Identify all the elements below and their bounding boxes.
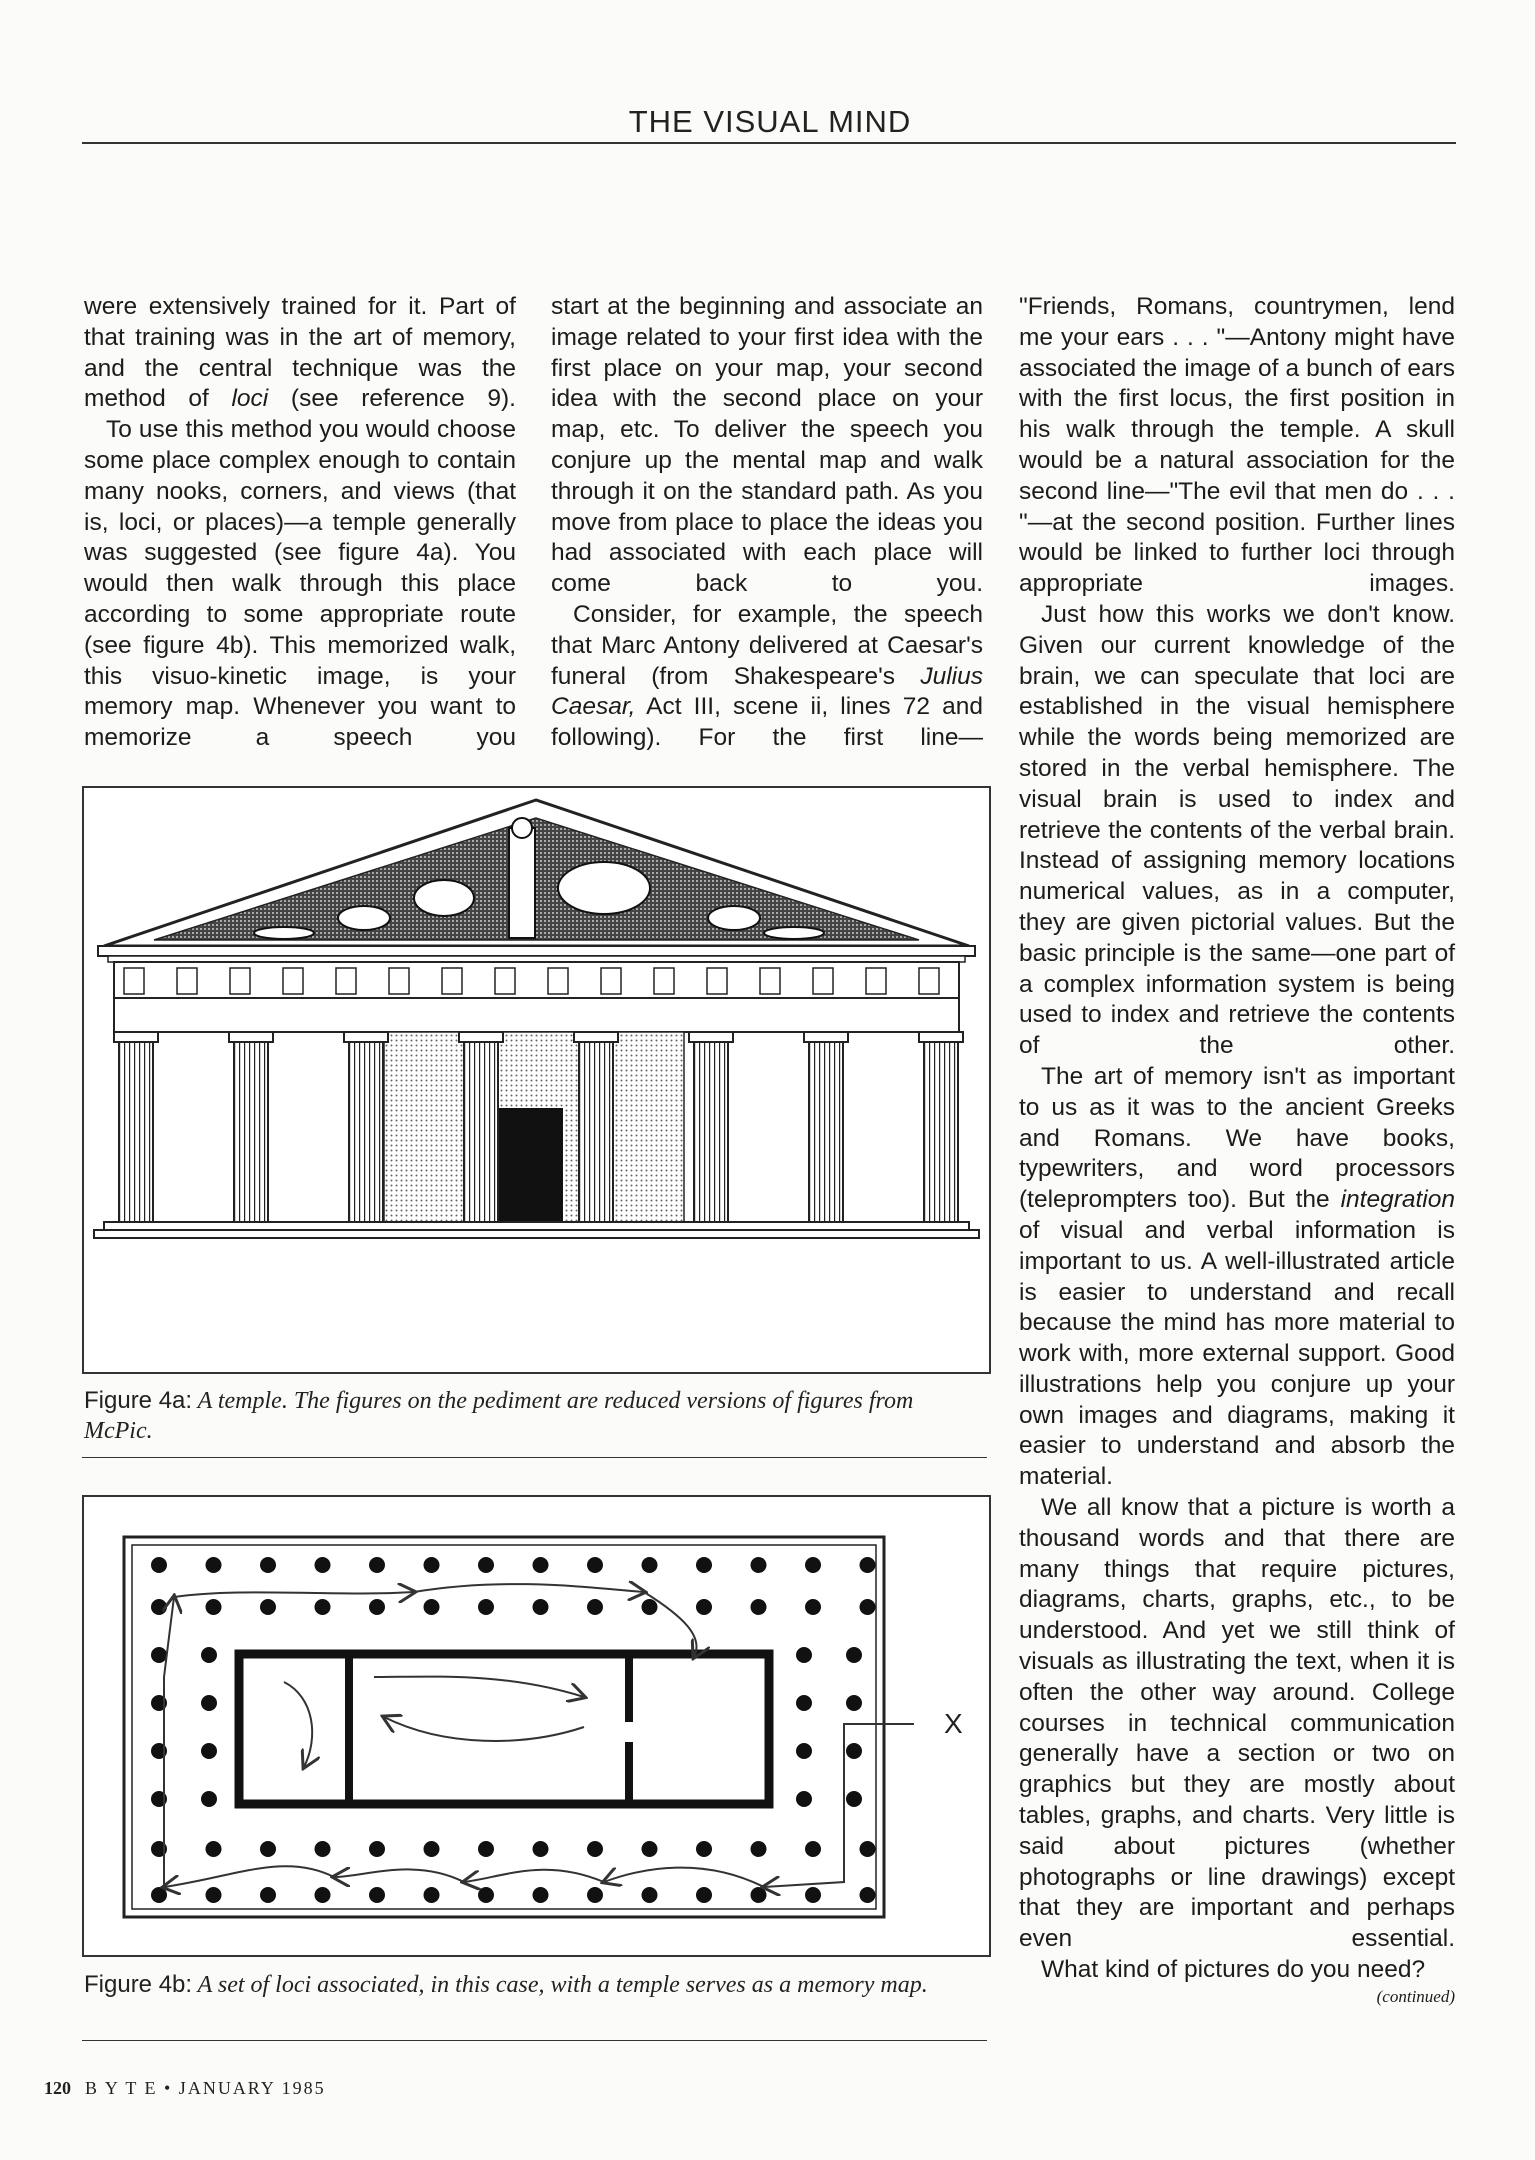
running-header-title: THE VISUAL MIND	[628, 104, 912, 139]
column-dot	[846, 1743, 862, 1759]
column-dot	[424, 1887, 440, 1903]
column-dot	[315, 1841, 331, 1857]
column-dot	[260, 1841, 276, 1857]
text-column-2	[551, 292, 983, 754]
triglyph	[813, 968, 833, 994]
column-dot	[424, 1557, 440, 1573]
column-dot	[369, 1557, 385, 1573]
temple-column	[459, 1032, 503, 1222]
header-rule	[82, 142, 1456, 144]
column-dot	[151, 1887, 167, 1903]
triglyph	[389, 968, 409, 994]
column-dot	[696, 1599, 712, 1615]
column-dot	[642, 1599, 658, 1615]
column-dot	[260, 1557, 276, 1573]
memory-map-diagram	[84, 1497, 989, 1955]
column-dot	[260, 1599, 276, 1615]
temple-column	[919, 1032, 963, 1222]
column-dot	[642, 1557, 658, 1573]
column-dot	[201, 1647, 217, 1663]
column-dot	[151, 1557, 167, 1573]
figure-4a-rule	[82, 1457, 987, 1458]
column-dot	[478, 1599, 494, 1615]
column-dot	[642, 1887, 658, 1903]
column-dot	[478, 1887, 494, 1903]
text-column-1	[84, 292, 516, 754]
column-dot	[369, 1841, 385, 1857]
triglyph	[495, 968, 515, 994]
col3-paragraph-3: The art of memory isn't as important to us as it was to the ancient Greeks and Romans. We have books, typewriters, and word processors (teleprompters too). But the integration of visual and verbal information is important to us. A well-illustrated article is easier to understand and recall because the mind has more material to work with, more external support. Good illustrations help you conjure up your own images and diagrams, making it easier to understand and absorb the material.	[1019, 1062, 1455, 1491]
column-dot	[206, 1599, 222, 1615]
column-dot	[805, 1841, 821, 1857]
triglyph	[442, 968, 462, 994]
temple-column	[689, 1032, 733, 1222]
column-dot	[796, 1647, 812, 1663]
column-dot	[751, 1599, 767, 1615]
triglyph	[707, 968, 727, 994]
column-dot	[201, 1743, 217, 1759]
column-dot	[751, 1557, 767, 1573]
col1-paragraph-2: To use this method you would choose some place complex enough to contain many nooks, corners, and views (that is, loci, or places)—a temple generally was suggested (see figure 4a). You would then walk through this place according to some appropriate route (see figure 4b). This memorized walk, this visuo-kinetic image, is your memory map. Whenever you want to memorize a speech you	[84, 416, 516, 752]
temple-column	[804, 1032, 848, 1222]
triglyph	[601, 968, 621, 994]
triglyph	[283, 968, 303, 994]
figure-4b-caption: Figure 4b: A set of loci associated, in this case, with a temple serves as a memory map.	[84, 1971, 928, 1998]
figure-4b-rule	[82, 2040, 987, 2041]
column-dot	[696, 1841, 712, 1857]
column-dot	[860, 1557, 876, 1573]
column-dot	[846, 1695, 862, 1711]
temple-column	[229, 1032, 273, 1222]
column-dot	[533, 1557, 549, 1573]
text-column-3	[1019, 292, 1455, 2008]
column-dot	[696, 1887, 712, 1903]
column-dot	[587, 1887, 603, 1903]
triglyph	[760, 968, 780, 994]
column-dot	[201, 1695, 217, 1711]
column-dot	[751, 1887, 767, 1903]
col2-paragraph-2: Consider, for example, the speech that Marc Antony delivered at Caesar's funeral (from Shakespeare's Julius Caesar, Act III, scene ii, lines 72 and following). For the first line—	[551, 600, 983, 752]
triglyph	[919, 968, 939, 994]
column-dot	[860, 1599, 876, 1615]
column-dot	[587, 1841, 603, 1857]
column-dot	[206, 1557, 222, 1573]
column-dot	[751, 1841, 767, 1857]
figure-4a-temple	[82, 786, 991, 1374]
temple-illustration	[84, 788, 989, 1372]
column-dot	[369, 1599, 385, 1615]
figure-4a-caption: Figure 4a: A temple. The figures on the pediment are reduced versions of figures from McPic.	[84, 1387, 914, 1444]
column-dot	[315, 1887, 331, 1903]
column-dot	[587, 1557, 603, 1573]
column-dot	[533, 1887, 549, 1903]
column-dot	[424, 1841, 440, 1857]
col3-paragraph-5: What kind of pictures do you need?	[1041, 1956, 1426, 1984]
column-dot	[201, 1791, 217, 1807]
col3-paragraph-1: "Friends, Romans, countrymen, lend me your ears . . . "—Antony might have associated the image of a bunch of ears with the first locus, the first position in his walk through the temple. A skull would be a natural association for the second line—"The evil that men do . . . "—at the second position. Further lines would be linked to further loci through appropriate images.	[1019, 293, 1455, 598]
column-dot	[796, 1791, 812, 1807]
temple-column	[114, 1032, 158, 1222]
column-dot	[533, 1599, 549, 1615]
column-dot	[151, 1647, 167, 1663]
triglyph	[548, 968, 568, 994]
column-dot	[478, 1841, 494, 1857]
column-dot	[260, 1887, 276, 1903]
triglyph	[336, 968, 356, 994]
column-dot	[805, 1887, 821, 1903]
triglyph	[654, 968, 674, 994]
column-dot	[860, 1841, 876, 1857]
column-dot	[533, 1841, 549, 1857]
figure-4b-memory-map	[82, 1495, 991, 1957]
triglyph	[230, 968, 250, 994]
column-dot	[805, 1599, 821, 1615]
page-footer: 120 B Y T E • JANUARY 1985	[44, 2078, 326, 2098]
continued-note: (continued)	[1376, 1986, 1455, 2006]
column-dot	[796, 1695, 812, 1711]
column-dot	[478, 1557, 494, 1573]
column-dot	[805, 1557, 821, 1573]
column-dot	[860, 1887, 876, 1903]
route-start-marker: X	[944, 1708, 963, 1739]
column-dot	[796, 1743, 812, 1759]
column-dot	[369, 1887, 385, 1903]
col2-paragraph-1: start at the beginning and associate an image related to your first idea with the first place on your map, your second idea with the second place on your map, etc. To deliver the speech you conjure up the mental map and walk through it on the standard path. As you move from place to place the ideas you had associated with each place will come back to you.	[551, 293, 983, 598]
triglyph	[177, 968, 197, 994]
column-dot	[315, 1557, 331, 1573]
col3-paragraph-4: We all know that a picture is worth a thousand words and that there are many things that require pictures, diagrams, charts, graphs, etc., to be understood. And yet we still think of visuals as illustrating the text, when it is often the other way around. College courses in technical communication generally have a section or two on graphics but they are mostly about tables, graphs, and charts. Very little is said about pictures (whether photographs or line drawings) except that they are important and perhaps even essential.	[1019, 1494, 1455, 1953]
column-dot	[206, 1887, 222, 1903]
col3-paragraph-2: Just how this works we don't know. Given our current knowledge of the brain, we can speculate that loci are established in the visual hemisphere while the words being memorized are stored in the verbal hemisphere. The visual brain is used to index and retrieve the contents of the verbal brain. Instead of assigning memory locations numerical values, as in a computer, they are given pictorial values. But the basic principle is the same—one part of a complex information system is being used to index and retrieve the contents of the other.	[1019, 600, 1455, 1060]
column-dot	[642, 1841, 658, 1857]
col1-paragraph-1: were extensively trained for it. Part of that training was in the art of memory, and the central technique was the method of loci (see reference 9).	[84, 293, 516, 413]
column-dot	[587, 1599, 603, 1615]
column-dot	[424, 1599, 440, 1615]
triglyph	[124, 968, 144, 994]
triglyph-frieze	[114, 962, 959, 998]
column-dot	[151, 1599, 167, 1615]
column-dot	[846, 1791, 862, 1807]
column-dot	[315, 1599, 331, 1615]
column-dot	[696, 1557, 712, 1573]
temple-column	[574, 1032, 618, 1222]
column-dot	[846, 1647, 862, 1663]
column-dot	[206, 1841, 222, 1857]
temple-column	[344, 1032, 388, 1222]
triglyph	[866, 968, 886, 994]
